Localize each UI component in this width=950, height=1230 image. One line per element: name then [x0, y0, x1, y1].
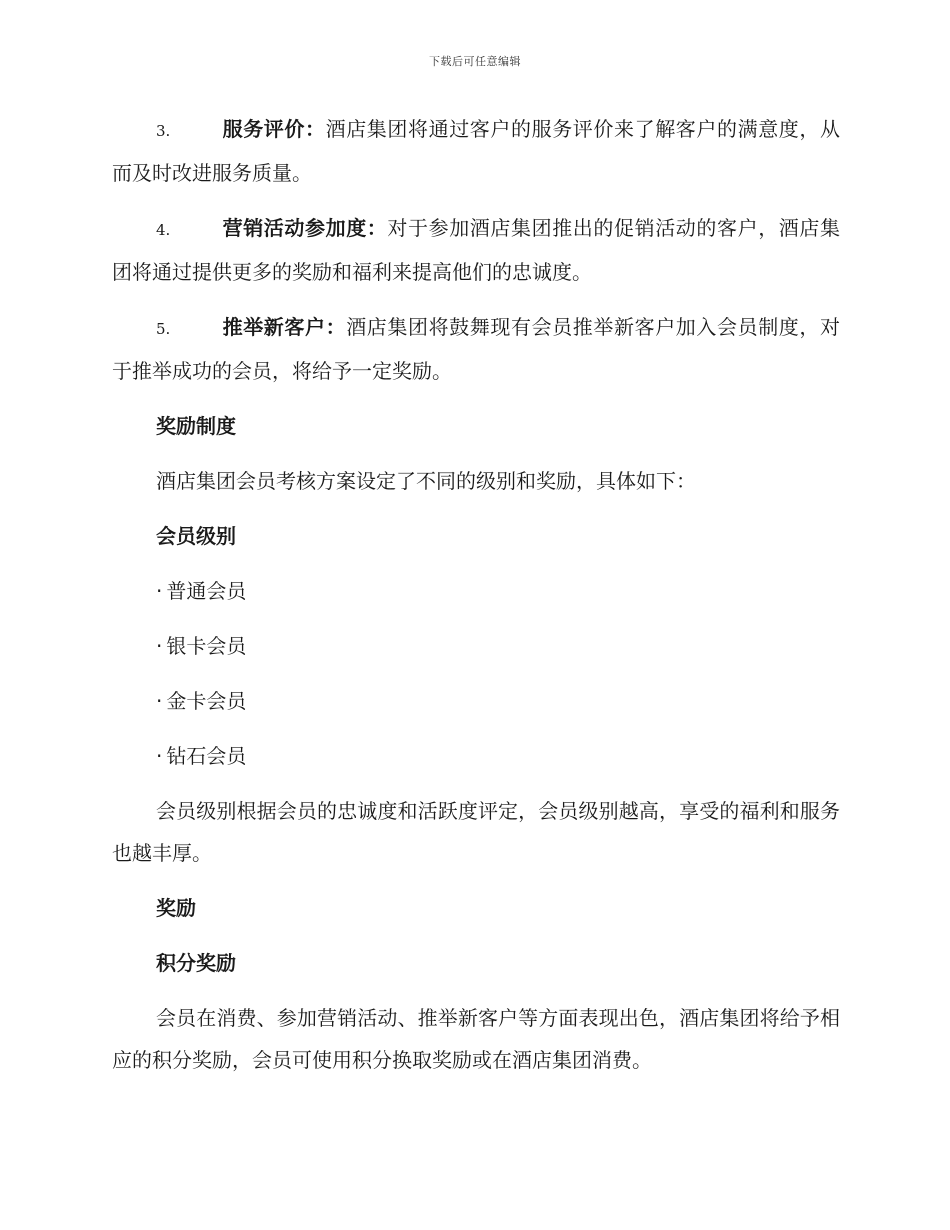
list-item-label: 钻石会员	[166, 744, 247, 768]
criteria-item-5	[112, 306, 840, 392]
list-item-label: 普通会员	[166, 579, 247, 603]
criteria-item-3	[112, 108, 840, 194]
item-text: 对于参加酒店集团推出的促销活动的客户，酒店集团将通过提供更多的奖励和福利来提高他们的忠诚度。	[112, 216, 841, 284]
item-term: 营销活动参加度：	[222, 216, 388, 240]
item-number: 4.	[156, 221, 171, 239]
document-body	[112, 108, 840, 1094]
points-reward-heading: 积分奖励	[156, 951, 236, 975]
reward-system-intro: 酒店集团会员考核方案设定了不同的级别和奖励，具体如下：	[156, 469, 696, 493]
list-item	[112, 735, 840, 777]
member-levels-heading: 会员级别	[156, 524, 236, 548]
rewards-heading: 奖励	[156, 896, 196, 920]
reward-system-heading: 奖励制度	[156, 414, 236, 438]
points-reward-description: 会员在消费、参加营销活动、推举新客户等方面表现出色，酒店集团将给予相应的积分奖励，会员可使用积分换取奖励或在酒店集团消费。	[112, 1006, 840, 1072]
item-text: 酒店集团将通过客户的服务评价来了解客户的满意度，从而及时改进服务质量。	[112, 117, 841, 185]
bullet-icon: ·	[156, 634, 163, 658]
item-number: 5.	[156, 320, 171, 338]
list-item-label: 金卡会员	[166, 689, 247, 713]
list-item	[112, 570, 840, 612]
list-item-label: 银卡会员	[166, 634, 247, 658]
item-number: 3.	[156, 122, 171, 140]
bullet-icon: ·	[156, 689, 163, 713]
bullet-icon: ·	[156, 579, 163, 603]
item-term: 服务评价：	[222, 117, 326, 141]
item-text: 酒店集团将鼓舞现有会员推举新客户加入会员制度，对于推举成功的会员，将给予一定奖励。	[112, 315, 841, 383]
list-item	[112, 625, 840, 667]
page-header: 下载后可任意编辑	[429, 55, 521, 68]
criteria-item-4	[112, 207, 840, 293]
member-levels-description: 会员级别根据会员的忠诚度和活跃度评定，会员级别越高，享受的福利和服务也越丰厚。	[112, 799, 840, 865]
item-term: 推举新客户：	[222, 315, 347, 339]
list-item	[112, 680, 840, 722]
bullet-icon: ·	[156, 744, 163, 768]
